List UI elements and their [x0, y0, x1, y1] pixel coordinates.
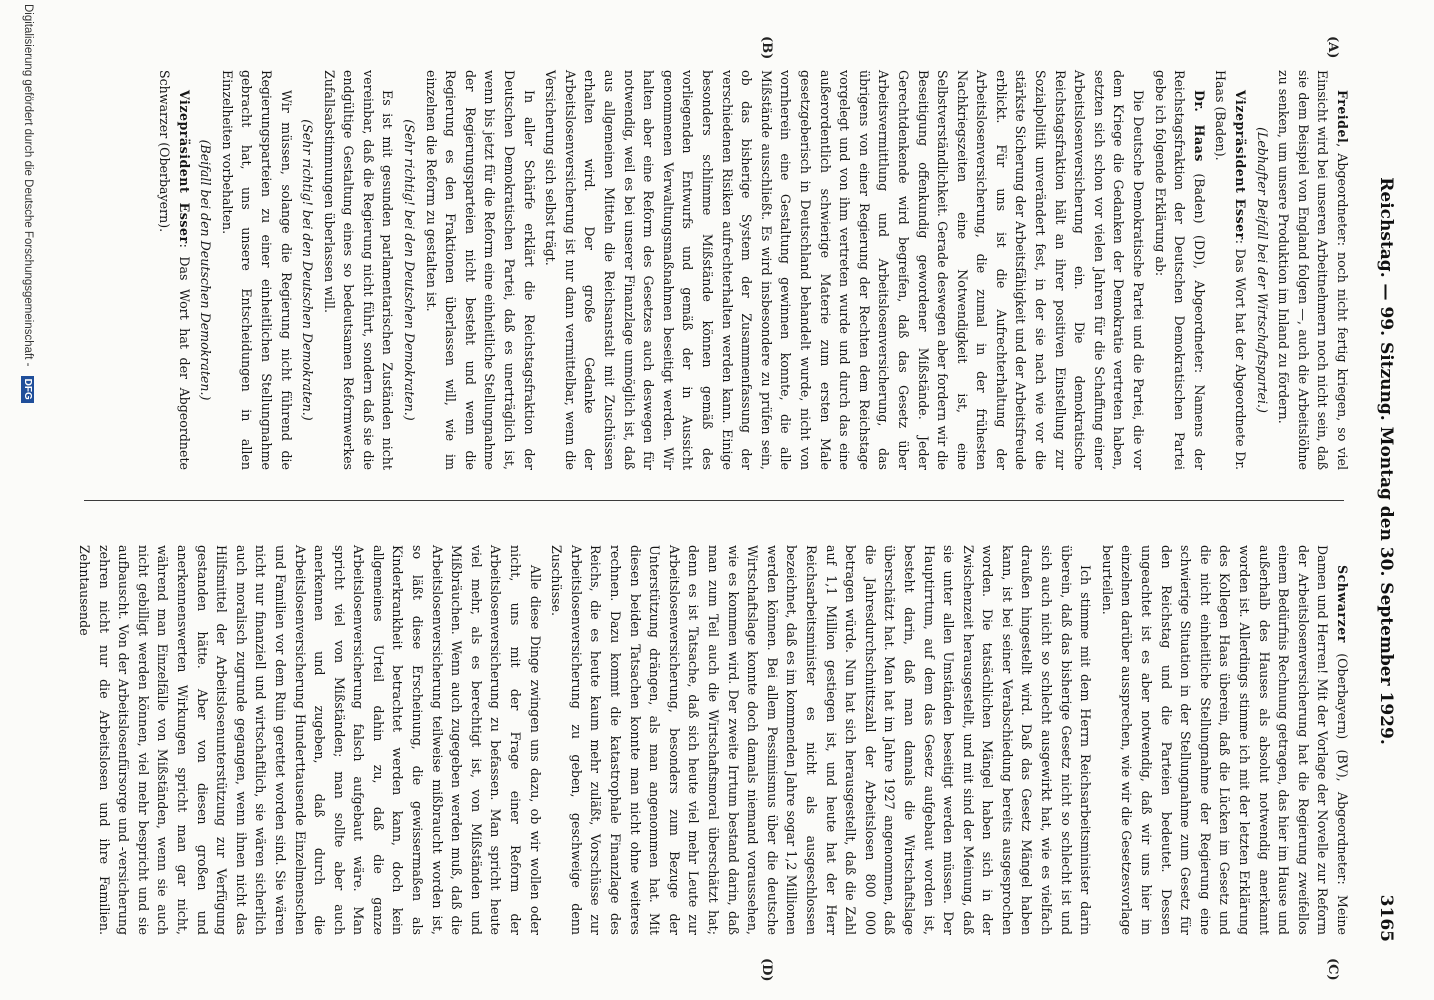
credit-text: Digitalisierung gefördert durch die Deutsche Forschungsgemeinschaft - [22, 4, 34, 367]
interjection: (Sehr richtig! bei den Deutschen Demokraten.) [402, 119, 418, 421]
paragraph [217, 70, 295, 470]
paragraph [319, 70, 397, 470]
margin-marker-c: (C) [1325, 958, 1340, 981]
speech-paragraph [1211, 70, 1250, 470]
paragraph [74, 545, 544, 935]
speaker-role: (Baden) (DD), Abgeordneter: [1191, 161, 1207, 374]
paragraph [421, 70, 539, 470]
margin-marker-a: (A) [1325, 36, 1340, 59]
paragraph-text: In aller Schärfe erklärt die Reichstagsfraktion der Deutschen Demokratischen Partei, daß es unerträglich ist, wenn bis jetzt für die Reform eine einheitliche Stellungnahme der Regierungsparteien nicht besteht und wenn die Regierung es den Fraktionen überlassen will, wie im einzelnen die Reform zu gestalten ist. [423, 70, 537, 470]
interjection: (Beifall bei den Deutschen Demokraten.) [198, 139, 214, 401]
left-column [152, 70, 1352, 470]
speaker-role: (Oberbayern) (BV), Abgeordneter: [1335, 642, 1350, 885]
paragraph-text: noch nicht fertig kriegen, so viel Einsicht wird bei unseren Arbeitnehmern noch nicht sein, daß sie dem Beispiel von England folgen —, auch die Arbeitslöhne zu senken, um unsere Produktion im Inland zu fördern. [1276, 70, 1350, 470]
paragraph-text: Die Deutsche Demokratische Partei und die Partei, die vor dem Kriege die Gedanken der Demokratie vertreten haben, setzten sich schon vor vielen Jahren für die Schaffung einer Arbeitslosenversicherung ein. Die demokratische Reichstagsfraktion hält an ihrer positiven Einstellung zur Sozialpolitik unverändert fest, in der sie nach wie vor die stärkste Sicherung der Arbeitsfähigkeit und der Arbeitsfreude erblickt. Für uns ist die Aufrechterhaltung der Arbeitslosenversicherung, die zumal in der frühesten Nachkriegszeiten eine Notwendigkeit ist, eine Selbstverständlichkeit. Gerade deswegen aber fordern wir die Beseitigung offenkundig gewordener Mißstände. Jeder Gerechtdenkende wird begreifen, daß das Gesetz über Arbeitsvermittlung und Arbeitslosenversicherung, das übrigens von einer Regierung der Rechten dem Reichstage vorgelegt und von ihm vertreten wurde und durch das eine außerordentlich schwierige Materie zum ersten Male gesetzgeberisch in Deutschland behandelt wurde, nicht von vornherein eine Gestaltung gewinnen konnte, die alle Mißstände ausschließt. Es wird insbesondere zu prüfen sein, ob das bisherige System der Zusammenfassung der verschiedenen Risiken aufrechterhalten werden kann. Einige besonders schlimme Mißstände können gemäß des vorliegenden Entwurfs und gemäß der in Aussicht genommenen Verwaltungsmaßnahmen beseitigt werden. Wir halten aber eine Reform des Gesetzes auch deswegen für notwendig, weil es bei unserer Finanzlage unmöglich ist, daß aus allgemeinen Mitteln die Reichsanstalt mit Zuschüssen erhalten wird. Der große Gedanke der Arbeitslosenversicherung ist nur dann vermittelbar, wenn die Versicherung sich selbst trägt. [543, 70, 1147, 470]
interjection: (Sehr richtig! bei den Deutschen Demokraten.) [300, 119, 316, 421]
running-header [1370, 70, 1396, 942]
interjection: (Lebhafter Beifall bei der Wirtschaftspartei.) [1254, 127, 1270, 413]
header-title: Reichstag. — 99. Sitzung. Montag den 30. September 1929. [1376, 177, 1396, 745]
page-number: 3165 [1376, 894, 1396, 942]
speaker-role: : [176, 243, 192, 248]
paragraph-text: Wir müssen, solange die Regierung nicht führend die Regierungsparteien zu einer einheitlichen Stellungnahme gebracht hat, uns unsere Entscheidungen in allen Einzelheiten vorbehalten. [219, 70, 294, 470]
paragraph-text: Alle diese Dinge zwingen uns dazu, ob wir wollen oder nicht, uns mit der Frage einer Reform der Arbeitslosenversicherung zu befassen. Man spricht heute viel mehr, als es berechtigt ist, von Mißständen und Mißbräuchen. Wenn auch zugegeben werden muß, daß die Arbeitslosenversicherung teilweise mißbraucht worden ist, so läßt diese Erscheinung, die gewissermaßen als Kinderkrankheit betrachtet werden kann, doch kein allgemeines Urteil dahin zu, daß die ganze Arbeitslosenversicherung falsch aufgebaut wäre. Man spricht viel von Mißständen; man sollte aber auch anerkennen und zugeben, daß durch die Arbeitslosenversicherung Hunderttausende Einzelmenschen und Familien vor dem Ruin gerettet worden sind. Sie wären nicht nur finanziell und wirtschaftlich, sie wären sicherlich auch moralisch zugrunde gegangen, wenn ihnen nicht das Hilfsmittel der Arbeitslosenunterstützung zur Verfügung gestanden hätte. Aber von diesen großen und anerkennenswerten Wirkungen spricht man gar nicht, während man Einzelfälle von Mißständen, wenn sie auch nicht gebilligt werden können, viel mehr bespricht und sie aufbauscht. Von der Arbeitslosenfürsorge und -versicherung zehren nicht nur die Arbeitslosen und ihre Familien. Zehntausende [77, 545, 543, 935]
speaker-name: Vizepräsident Esser [176, 90, 192, 244]
speaker-name: Dr. Haas [1191, 90, 1207, 162]
column-divider [84, 500, 1344, 501]
margin-marker-b: (B) [759, 36, 774, 60]
speech-paragraph [154, 70, 193, 470]
speaker-role: : [1233, 239, 1249, 244]
paragraph-text: Ich stimme mit dem Herrn Reichsarbeitsminister darin überein, daß das bisherige Gesetz nicht so schlecht ist und sich auch nicht so schlecht ausgewirkt hat, wie es vielfach draußen hingestellt wird. Daß das Gesetz Mängel haben kann, ist bei seiner Verabschiedung bereits ausgesprochen worden. Die tatsächlichen Mängel haben sich in der Zwischenzeit herausgestellt, und mit sind der Meinung, daß sie unter allen Umständen beseitigt werden müssen. Der Hauptirrtum, auf dem das Gesetz aufgebaut worden ist, besteht darin, daß man damals die Wirtschaftslage überschätzt hat. Man hat im Jahre 1927 angenommen, daß die Jahresdurchschnittszahl der Arbeitslosen 800 000 betragen würde. Nun hat sich herausgestellt, daß die Zahl auf 1,1 Million gestiegen ist, und heute hat der Herr Reichsarbeitsminister es nicht als ausgeschlossen bezeichnet, daß es im kommenden Jahre sogar 1,2 Millionen werden können. Bei allem Pessimismus über die deutsche Wirtschaftslage konnte doch damals niemand voraussehen, wie es kommen wird. Der zweite Irrtum bestand darin, daß man zum Teil auch die Wirtschaftsmoral überschätzt hat; denn es ist Tatsache, daß sich heute viel mehr Leute zur Arbeitslosenversicherung, besonders zum Bezuge der Unterstützung drängen, als man angenommen hat. Mit diesen beiden Tatsachen konnte man nicht ohne weiteres rechnen. Dazu kommt die katastrophale Finanzlage des Reichs, die es heute kaum mehr zuläßt, Vorschüsse zur Arbeitslosenversicherung zu geben, geschweige denn Zuschüsse. [549, 545, 1094, 935]
dfg-logo: DFG [21, 376, 34, 403]
digitization-credit [12, 4, 34, 944]
paragraph [541, 70, 1148, 470]
paragraph-text: Das Wort hat der Abgeordnete Dr. Haas (Baden). [1213, 70, 1249, 470]
paragraph-text: Meine Damen und Herren! Mit der Vorlage der Novelle zur Reform der Arbeitslosenversicherung hat die Regierung zweifellos einem Bedürfnis Rechnung getragen, das hier im Hause und außerhalb des Hauses als absolut notwendig anerkannt worden ist. Allerdings stimme ich mit der letzten Erklärung des Kollegen Haas überein, daß die Lücken im Gesetz und die nicht einheitliche Stellungnahme der Regierung eine schwierige Situation in der Stellungnahme zum Gesetz für den Reichstag und die Parteien bedeutet. Dessen ungeachtet ist es aber notwendig, daß wir uns hier im einzelnen darüber aussprechen, wie wir die Gesetzesvorlage beurteilen. [1099, 545, 1350, 935]
margin-marker-d: (D) [759, 958, 774, 982]
speech-paragraph [1097, 545, 1352, 935]
speaker-name: Schwarzer [1335, 565, 1350, 643]
speaker-name: Freidel [1335, 90, 1350, 144]
paragraph-text: Das Wort hat der Abgeordnete Schwarzer (Oberbayern). [156, 70, 192, 470]
speech-paragraph [1274, 70, 1352, 470]
paragraph-text: Es ist mit gesunden parlamentarischen Zuständen nicht vereinbar, daß die Regierung nicht führt, sondern daß sie die endgültige Gestaltung eines so bedeutsamen Reformwerkes Zufallsabstimmungen überlassen will. [321, 70, 396, 470]
paragraph [547, 545, 1096, 935]
right-column [72, 545, 1352, 935]
speaker-name: Vizepräsident Esser [1233, 90, 1249, 240]
speech-paragraph [1150, 70, 1209, 470]
speaker-role: , Abgeordneter: [1335, 143, 1350, 246]
paragraph-text: Namens der Reichstagsfraktion der Deutschen Demokratischen Partei gebe ich folgende Erklärung ab: [1152, 70, 1207, 470]
